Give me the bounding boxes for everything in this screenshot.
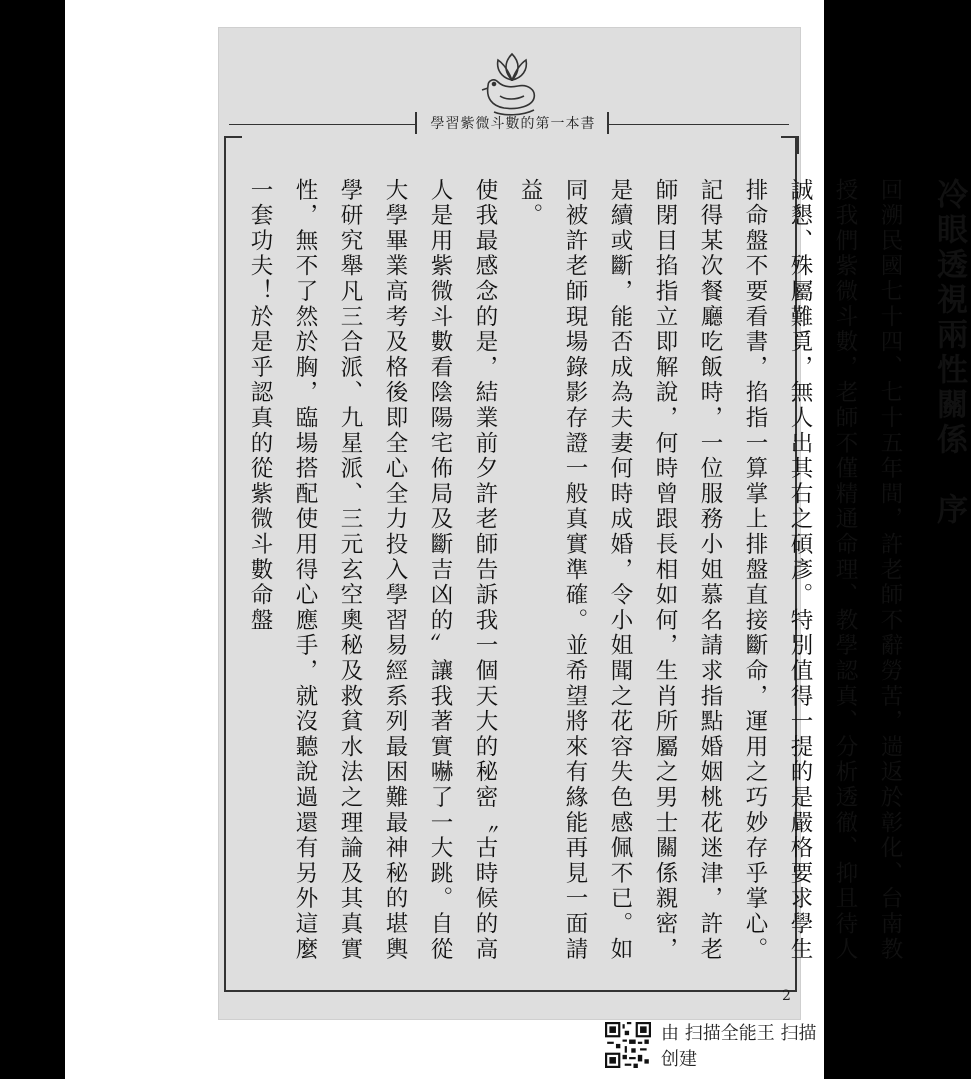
header-title: 學習紫微斗數的第一本書 (430, 116, 596, 132)
header-rule-left (229, 124, 416, 125)
header-tick-left (415, 112, 417, 134)
header-rule-right (609, 124, 789, 125)
qr-code-icon (605, 1022, 651, 1068)
watermark-text: 由 扫描全能王 扫描创建 (661, 1023, 817, 1070)
frame-corner-left (224, 136, 242, 154)
scanned-page (218, 27, 967, 1020)
scanner-watermark (605, 1022, 824, 1068)
vertical-text (237, 178, 971, 968)
header-tick-right (607, 112, 609, 134)
page-sheet (65, 0, 967, 1079)
article-title: 冷眼透視兩性關係 序 (931, 178, 967, 528)
frame-corner-right (781, 136, 799, 154)
paragraph-2: 使我最感念的是，結業前夕許老師告訴我一個天大的秘密〝古時候的高人是用紫微斗數看陰陽宅佈局及斷吉凶的〞讓我著實嚇了一大跳。自從大學畢業高考及格後即全心全力投入學習易經系列最困難最神秘的堪輿學研究舉凡三合派、九星派、三元玄空奧秘及救貧水法之理論及其真實性，無不了然於胸，臨場搭配使用得心應手，就沒聽說過還有另外這麼一套功夫！於是乎認真的從紫微斗數命盤 (247, 178, 498, 963)
lotus-duck-emblem-icon (474, 46, 550, 122)
paragraph-1: 回溯民國七十四、七十五年間，許老師不辭勞苦，遄返於彰化、台南教授我們紫微斗數，老師不僅精通命理、教學認真、分析透徹、抑且待人誠懇、殊屬難覓，無人出其右之碩彥。特別值得一提的是嚴格要求學生排命盤不要看書，掐指一算掌上排盤直接斷命，運用之巧妙存乎掌心。記得某次餐廳吃飯時，一位服務小姐慕名請求指點婚姻桃花迷津，許老師閉目掐指立即解說，何時曾跟長相如何，生肖所屬之男士關係親密，是續或斷，能否成為夫妻何時成婚，令小姐聞之花容失色感佩不已。如同被許老師現場錄影存證一般真實準確。並希望將來有緣能再見一面請益。 (517, 178, 903, 963)
page-number: 2 (782, 988, 791, 1004)
article-body (237, 178, 967, 968)
